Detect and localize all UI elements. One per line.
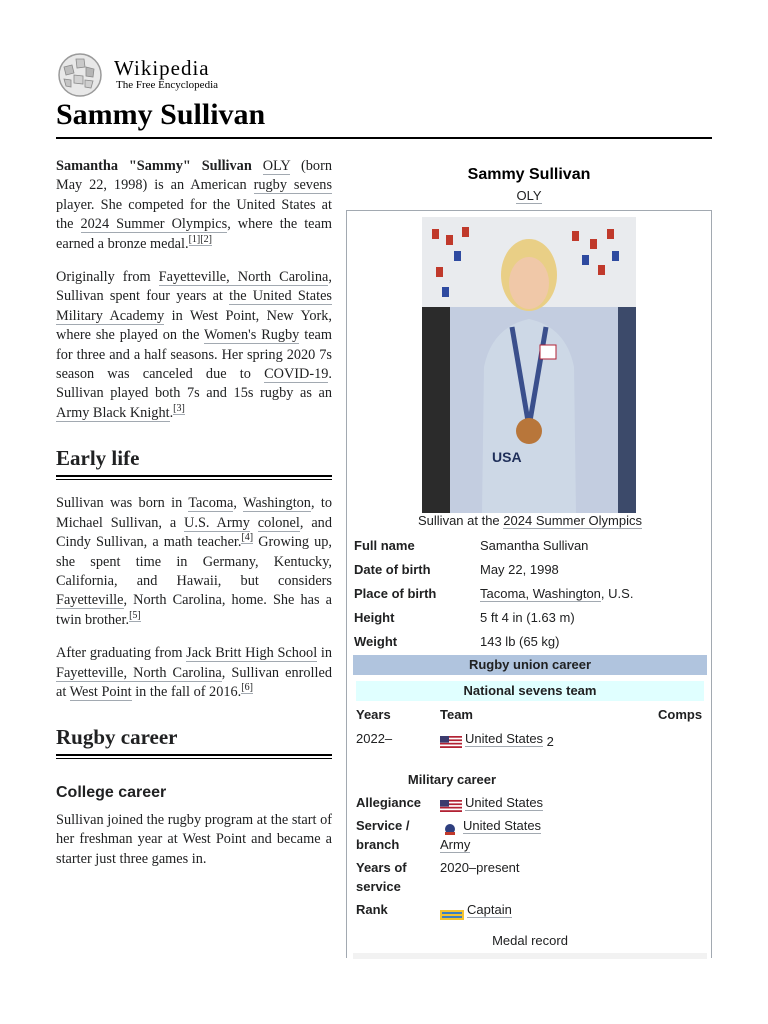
early-life-paragraph-1 <box>56 494 332 630</box>
medal-record-header[interactable]: Medal record <box>492 933 568 948</box>
fayetteville-link[interactable]: Fayetteville <box>56 592 124 609</box>
row-label: Weight <box>354 634 398 649</box>
photo-jacket-text: USA <box>492 449 522 465</box>
jack-britt-link[interactable]: Jack Britt High School <box>186 645 318 662</box>
allegiance-link[interactable]: United States <box>465 795 544 810</box>
army-emblem-icon <box>440 821 460 833</box>
text: . Sullivan played both 7s and 15s rugby as an <box>56 366 332 402</box>
row-value: May 22, 1998 <box>480 562 559 577</box>
citation-6[interactable]: [6] <box>241 682 253 694</box>
section-rule <box>56 758 332 759</box>
row-value: 143 lb (65 kg) <box>480 634 560 649</box>
rugby-union-career-header: Rugby union career <box>353 655 707 675</box>
west-point-link[interactable]: West Point <box>69 683 132 700</box>
section-heading-rugby-career: Rugby career <box>56 724 332 756</box>
text: player. She competed for the United States at the <box>56 196 332 233</box>
text: in the fall of 2016. <box>131 683 242 700</box>
row-value: Samantha Sullivan <box>480 538 589 553</box>
infobox <box>346 210 712 958</box>
infobox-title: Sammy Sullivan <box>467 166 591 183</box>
fayetteville-nc-link[interactable]: Fayetteville, North Carolina <box>56 664 222 681</box>
national-sevens-team-header: National sevens team <box>356 681 704 701</box>
text: , North Carolina, home. She has a twin brother. <box>56 592 332 628</box>
oly-link[interactable]: OLY <box>262 158 291 174</box>
wikipedia-wordmark[interactable]: Wikipedia <box>114 56 210 80</box>
fayetteville-link[interactable]: Fayetteville, North Carolina <box>158 269 329 286</box>
row-value <box>440 816 570 854</box>
text: (born May 22, 1998) is an American <box>56 158 332 194</box>
text: Sullivan at the <box>418 513 504 528</box>
tacoma-washington-link[interactable]: Tacoma, Washington <box>480 586 601 601</box>
text: After graduating from <box>56 645 187 662</box>
row-label: Allegiance <box>356 795 422 810</box>
row-label: Service / branch <box>356 818 410 852</box>
row-label: Rank <box>356 902 388 917</box>
col-years: Years <box>356 707 391 722</box>
early-life-paragraph-2 <box>56 644 332 702</box>
row-label: Years of service <box>356 860 407 894</box>
text: in West Point, New York, where she played on the <box>56 307 332 344</box>
intro-paragraph-1 <box>56 157 332 254</box>
text: , and Cindy Sullivan, a math teacher. <box>56 514 332 551</box>
subject-name: Samantha "Sammy" Sullivan <box>56 158 252 174</box>
citation-5[interactable]: [5] <box>129 609 141 621</box>
usma-link[interactable]: the United States Military Academy <box>56 288 332 324</box>
washington-link[interactable]: Washington <box>243 495 311 512</box>
text: , Sullivan spent four years at <box>56 269 332 305</box>
row-value <box>440 793 543 812</box>
infobox-subtitle <box>346 188 712 203</box>
text: , where the team earned a bronze medal. <box>56 216 332 252</box>
oly-link[interactable]: OLY <box>516 188 542 203</box>
us-flag-icon <box>440 798 462 810</box>
caption-olympics-link[interactable]: 2024 Summer Olympics <box>503 513 642 528</box>
team-years: 2022– <box>356 731 393 746</box>
row-label: Place of birth <box>354 586 437 601</box>
row-value: 5 ft 4 in (1.63 m) <box>480 610 575 625</box>
colonel-link[interactable]: colonel <box>257 514 300 531</box>
wikipedia-globe-logo[interactable] <box>56 53 104 97</box>
team-comps: 2 <box>546 734 554 749</box>
section-rule <box>56 479 332 480</box>
intro-paragraph-2 <box>56 268 332 423</box>
wikipedia-tagline: The Free Encyclopedia <box>116 79 219 91</box>
army-black-knight-link[interactable]: Army Black Knight <box>56 404 170 421</box>
text: in <box>317 645 332 662</box>
row-value <box>480 584 633 603</box>
col-comps: Comps <box>658 707 703 722</box>
college-career-paragraph: Sullivan joined the rugby program at the start of her freshman year at West Point and became a starter just three games in. <box>56 811 332 867</box>
united-states-team-link[interactable]: United States <box>465 731 544 746</box>
captain-insignia-icon <box>440 906 464 916</box>
text: Originally from <box>56 269 159 286</box>
row-value <box>440 900 512 919</box>
text <box>250 515 258 531</box>
covid-link[interactable]: COVID-19 <box>264 366 329 383</box>
subject-photo[interactable] <box>422 217 636 513</box>
text: , to Michael Sullivan, a <box>56 495 332 531</box>
title-divider <box>56 137 712 139</box>
text: team for three and a half seasons. Her spring 2020 7s season was canceled due to <box>56 327 333 383</box>
womens-rugby-link[interactable]: Women's Rugby <box>204 327 300 344</box>
text: Sullivan was born in <box>56 495 189 512</box>
citation-2[interactable]: [2] <box>200 233 212 245</box>
citation-3[interactable]: [3] <box>173 403 185 415</box>
infobox-row-branch <box>356 816 708 856</box>
row-label: Height <box>354 610 395 625</box>
us-army-link[interactable]: U.S. Army <box>184 514 250 531</box>
row-value: 2020–present <box>440 860 520 875</box>
photo-caption <box>347 513 713 528</box>
section-heading-early-life: Early life <box>56 445 332 477</box>
text: , Sullivan enrolled at <box>56 664 332 700</box>
text: . <box>169 404 174 421</box>
infobox-row-years-of-service <box>356 858 708 898</box>
subsection-heading-college-career: College career <box>56 784 167 802</box>
text: Growing up, she spent time in Germany, Kentucky, California, and Hawaii, but considers <box>56 534 332 589</box>
tacoma-link[interactable]: Tacoma <box>188 495 234 512</box>
text: , U.S. <box>600 586 634 601</box>
olympics-2024-link[interactable]: 2024 Summer Olympics <box>80 216 228 233</box>
row-label: Date of birth <box>354 562 431 577</box>
us-army-branch-link[interactable]: United States Army <box>440 818 542 852</box>
team-cell <box>440 729 554 748</box>
row-label: Full name <box>354 538 415 553</box>
citation-4[interactable]: [4] <box>241 532 254 544</box>
citation-1[interactable]: [1] <box>188 233 201 245</box>
captain-link[interactable]: Captain <box>467 902 512 917</box>
article-body <box>56 157 332 883</box>
us-flag-icon <box>440 734 462 746</box>
rugby-sevens-link[interactable]: rugby sevens <box>253 177 333 194</box>
text: , <box>233 495 244 512</box>
page-title: Sammy Sullivan <box>56 98 266 131</box>
military-career-header: Military career <box>407 772 497 787</box>
medal-record-strip <box>353 953 707 959</box>
col-team: Team <box>440 707 473 722</box>
